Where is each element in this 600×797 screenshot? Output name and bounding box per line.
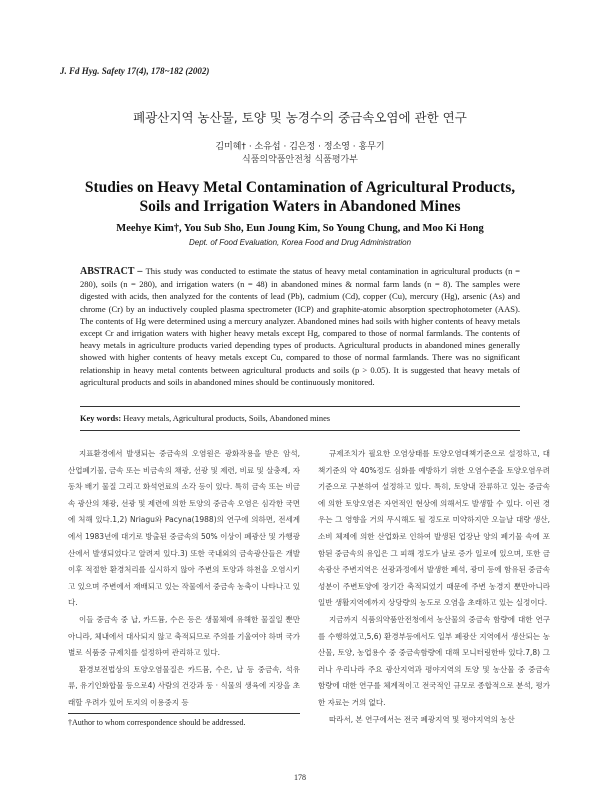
english-authors: Meehye Kim†, You Sub Sho, Eun Joung Kim, So Young Chung, and Moo Ki Hong [116,223,484,234]
korean-title: 폐광산지역 농산물, 토양 및 농경수의 중금속오염에 관한 연구 [133,110,467,125]
body-paragraph: 규제조치가 필요한 오염상태를 토양오염대책기준으로 설정하고, 대책기준의 약 40%정도 심화를 예방하기 위한 오염수준을 토양오염우려기준으로 구분하여 설정하고 있다. 특히, 토양내 잔류하고 있는 중금속에 의한 토양오염은 자연적인 현상에 의해서도 발생할 수 있다. 이런 경우는 그 영향을 거의 무시해도 될 정도로 미약하지만 오늘날 대량 생산, 소비 체제에 의한 산업화로 인하여 발생된 업장난 양의 폐기물 속에 포함된 중금속의 유입은 그 피해 정도가 날로 증가 일로에 있으며, 또한 금속광산 주변지역은 선광과정에서 발생한 폐석, 광미 등에 함유된 중금속 성분이 주변토양에 장기간 축적되었기 때문에 주변 농경지 뿐만아니라 일반 생활지역에까지 상당량의 농도로 오염을 초래하고 있는 실정이다. [318,449,550,608]
body-column-left [68,446,300,712]
abstract-rule-top [80,406,520,407]
body-paragraph: 지금까지 식품의약품안전청에서 농산물의 중금속 함량에 대한 연구를 수행하였고,5,6) 환경부등에서도 일부 폐광산 지역에서 생산되는 농산물, 토양, 농업용수 중 중금속함량에 대해 모니터링한바 있다.7,8) 그러나 우리나라 주요 광산지역과 평야지역의 토양 및 농산물 중 중금속 함량에 대한 연구를 체계적이고 전국적인 규모로 종합적으로 분석, 평가한 자료는 거의 없다. [318,614,550,707]
english-affiliation: Dept. of Food Evaluation, Korea Food and Drug Administration [188,238,412,247]
body-paragraph: 지표환경에서 발생되는 중금속의 오염원은 광화작용을 받은 암석, 산업폐기물, 금속 또는 비금속의 채광, 선광 및 제련, 비료 및 살충제, 자동차 배기 물질 그리고 화석연료의 소각 등이 있다. 특히 금속 또는 비금속 광산의 채광, 선광 및 제련에 의한 토양의 중금속 오염은 심각한 국면에 처해 있다.1,2) Nriagu와 Pacyna(1988)의 연구에 의하면, 전세계에서 1983년에 대기로 방출된 중금속의 50% 이상이 폐광산 및 가행광산에서 발생되었다고 알려져 있다.3) 또한 국내외의 금속광산들은 개발 이후 적절한 환경처리를 실시하지 않아 주변의 토양과 하천을 오염시키고 있으며 주변에서 재배되고 있는 작물에서 중금속 농축이 나타나고 있다. [68,449,300,608]
body-paragraph: 이들 중금속 중 납, 카드뮴, 수은 등은 생물체에 유해한 물질일 뿐만 아니라, 체내에서 대사되지 않고 축적되므로 주의를 기울여야 하며 국가별로 식품중 규제치를 설정하여 관리하고 있다. [68,614,300,658]
body-column-right [318,446,550,728]
abstract-dash: – [134,266,146,277]
korean-authors: 김미혜† · 소유섭 · 김은정 · 정소영 · 홍무기 [215,142,385,152]
korean-affiliation: 식품의약품안전청 식품평가부 [242,155,358,165]
keywords-label: Key words: [80,414,122,423]
keywords [80,414,520,423]
abstract-text: This study was conducted to estimate the status of heavy metal contamination in agricultural products (n = 280), soils (n = 280), and irrigation waters (n = 48) in abandoned mines & normal farm lands (n = 8). The samples were digested with acids, then analyzed for the contents of lead (Pb), cadmium (Cd), copper (Cu), mercury (Hg), arsenic (As) and chrome (Cr) by an inductively coupled plasma spectrometer (ICP) and graphite-atomic absorption spectrophotometer (AAS). The contents of Hg were determined using a mercury analyzer. Abandoned mines had soils with higher contents of heavy metals except Cr and irrigation waters with higher heavy metals except Hg, compared to those of normal farmlands. The contents of heavy metals in agriculture products varied depending types of products. Agricultural products in abandoned mines generally showed with higher contents of heavy metals except Cu, compared to those of normal farmlands. There was no significant relationship in heavy metal contents between agricultural products and soils (p > 0.05). It is suggested that heavy metals of agricultural products and soils in abandoned mines should be continuously monitored. [80,266,520,387]
body-paragraph: 따라서, 본 연구에서는 전국 폐광지역 및 평야지역의 농산 [329,714,515,724]
page-number: 178 [294,773,306,782]
body-paragraph: 환경보전법상의 토양오염물질은 카드뮴, 수은, 납 등 중금속, 석유류, 유기인화합물 등으로4) 사람의 건강과 동 · 식물의 생육에 지장을 초래할 우려가 있어 토지의 이용중지 등 [68,664,300,707]
footnote-rule [68,713,300,714]
footnote: †Author to whom correspondence should be addressed. [68,718,246,727]
journal-citation: J. Fd Hyg. Safety 17(4), 178~182 (2002) [60,66,210,76]
english-title-line-2: Soils and Irrigation Waters in Abandoned Mines [139,198,461,215]
keywords-text: Heavy metals, Agricultural products, Soils, Abandoned mines [121,414,331,423]
keywords-rule-bottom [80,430,520,431]
english-title [0,178,600,216]
english-title-line-1: Studies on Heavy Metal Contamination of Agricultural Products, [84,179,516,196]
abstract-heading: ABSTRACT [80,266,135,277]
abstract [80,265,520,388]
